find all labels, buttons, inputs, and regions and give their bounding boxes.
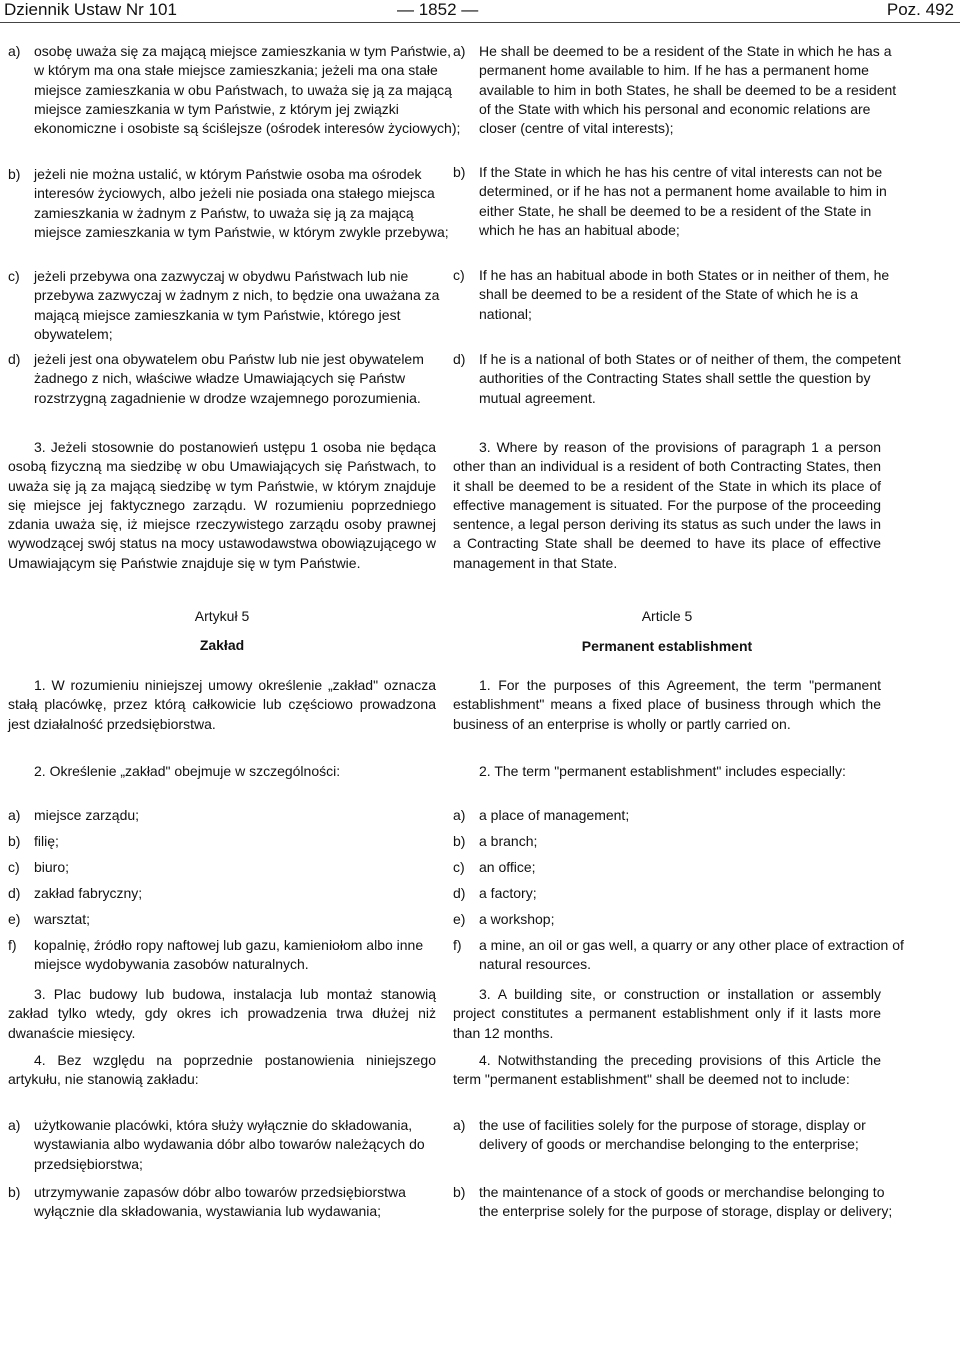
pl-residence-b — [8, 165, 462, 242]
en-list-b-text: a branch; — [479, 833, 538, 849]
pl-list-b-label: b) — [8, 833, 21, 849]
en-exclusion-a-text: the use of facilities solely for the purpose of storage, display or delivery of goods or merchandise belonging to the enterprise; — [479, 1117, 866, 1153]
journal-title: Dziennik Ustaw Nr 101 — [4, 0, 177, 19]
pl-list-d — [8, 884, 462, 903]
en-list-a-label: a) — [453, 807, 466, 823]
en-residence-a-label: a) — [453, 43, 466, 59]
pl-list-f-text: kopalnię, źródło ropy naftowej lub gazu, kamieniołom albo inne miejsce wydobywania zasobów naturalnych. — [34, 937, 424, 973]
pl-residence-a-text: osobę uważa się za mającą miejsce zamieszkania w tym Państwie, w którym ma ona stałe miejsce zamieszkania; jeżeli ma ona stałe miejsce zamieszkania w obu Państwach, to uważa się ją za mającą miejsce zamieszkania w tym Państwie, z którym jej związki ekonomiczne i osobiste są ściślejsze (ośrodek interesów życiowych); — [34, 43, 461, 137]
pl-residence-c — [8, 267, 462, 344]
en-residence-b — [453, 163, 907, 240]
pl-article-number: Artykuł 5 — [194, 608, 250, 624]
pl-exclusion-b-text: utrzymywanie zapasów dóbr albo towarów przedsiębiorstwa wyłącznie dla składowania, wystawiania lub wydawania; — [34, 1184, 406, 1220]
en-list-e — [453, 910, 907, 929]
en-exclusion-b-text: the maintenance of a stock of goods or merchandise belonging to the enterprise solely for the purpose of storage, display or delivery; — [479, 1184, 893, 1220]
pl-residence-c-text: jeżeli przebywa ona zazwyczaj w obydwu Państwach lub nie przebywa zazwyczaj w żadnym z nich, to będzie ona uważana za mającą miejsce zamieszkania w tym Państwie, którego jest obywatelem; — [34, 268, 440, 342]
pl-article-title: Zakład — [199, 637, 245, 653]
pl-article5-p1: 1. W rozumieniu niniejszej umowy określenie „zakład" oznacza stałą placówkę, przez którą całkowicie lub częściowo prowadzona jest działalność przedsiębiorstwa. — [8, 677, 436, 732]
en-list-d — [453, 884, 907, 903]
page-number: — 1852 — — [397, 0, 479, 19]
pl-list-e — [8, 910, 462, 929]
en-article5-p4: 4. Notwithstanding the preceding provisions of this Article the term "permanent establishment" shall be deemed not to include: — [453, 1052, 881, 1088]
en-list-b — [453, 832, 907, 851]
en-residence-b-label: b) — [453, 164, 466, 180]
en-article5-p3: 3. A building site, or construction or installation or assembly project constitutes a permanent establishment only if it lasts more than 12 months. — [453, 986, 881, 1041]
pl-residence-b-text: jeżeli nie można ustalić, w którym Państwie osoba ma ośrodek interesów życiowych, albo jeżeli nie posiada ona stałego miejsca zamieszkania w żadnym z Państw, to uważa się ją za mającą miejsce zamieszkania w tym Państwie, w którym zwykle przebywa; — [34, 166, 449, 240]
pl-residence-c-label: c) — [8, 268, 20, 284]
pl-exclusion-a-label: a) — [8, 1117, 21, 1133]
pl-article5-p2: 2. Określenie „zakład" obejmuje w szczególności: — [34, 763, 341, 779]
en-list-e-text: a workshop; — [479, 911, 555, 927]
pl-residence-a — [8, 42, 462, 138]
pl-list-a — [8, 806, 462, 825]
en-exclusion-a-label: a) — [453, 1117, 466, 1133]
pl-list-c-text: biuro; — [34, 859, 70, 875]
header-rule — [0, 22, 960, 23]
pl-list-a-label: a) — [8, 807, 21, 823]
en-list-c-text: an office; — [479, 859, 536, 875]
en-list-f-text: a mine, an oil or gas well, a quarry or any other place of extraction of natural resources. — [479, 937, 904, 973]
en-residence-a-text: He shall be deemed to be a resident of the State in which he has a permanent home available to him. If he has a permanent home available to him in both States, he shall be deemed to be a resident of the State with which his personal and economic relations are closer (centre of vital interests); — [479, 43, 897, 137]
en-residence-a — [453, 42, 907, 138]
pl-list-f-label: f) — [8, 937, 17, 953]
page-header — [0, 0, 960, 22]
en-list-d-label: d) — [453, 885, 466, 901]
pl-list-d-text: zakład fabryczny; — [34, 885, 143, 901]
en-list-d-text: a factory; — [479, 885, 537, 901]
en-residence-d — [453, 350, 907, 408]
en-article5-p1: 1. For the purposes of this Agreement, the term "permanent establishment" means a fixed place of business through which the business of an enterprise is wholly or partly carried on. — [453, 677, 881, 732]
pl-residence-a-label: a) — [8, 43, 21, 59]
pl-paragraph-3: 3. Jeżeli stosownie do postanowień ustępu 1 osoba nie będąca osobą fizyczną ma siedzibę w obu Umawiających się Państwach, to uważa się ją za mającą siedzibę w tym Państwie, w którym znajduje się miejsce jej faktycznego zarządu. W rozumieniu poprzedniego zdania uważa się, iż miejsce rzeczywistego zarządu osoby prawnej wywodzącej swój status na mocy ustawodawstwa obowiązującego w Umawiającym się Państwie znajduje się w tym Państwie. — [8, 439, 436, 571]
en-residence-d-label: d) — [453, 351, 466, 367]
en-list-a — [453, 806, 907, 825]
pl-residence-d-label: d) — [8, 351, 21, 367]
pl-exclusion-a-text: użytkowanie placówki, która służy wyłącznie do składowania, wystawiania albo wydawania dóbr albo towarów należących do przedsiębiorstwa; — [34, 1117, 425, 1172]
en-residence-c — [453, 266, 907, 324]
en-exclusion-b-label: b) — [453, 1184, 466, 1200]
en-residence-d-text: If he is a national of both States or of neither of them, the competent authorities of the Contracting States shall settle the question by mutual agreement. — [479, 351, 901, 406]
pl-exclusion-a — [8, 1116, 462, 1174]
pl-list-a-text: miejsce zarządu; — [34, 807, 140, 823]
pl-list-c — [8, 858, 462, 877]
en-list-f-label: f) — [453, 937, 462, 953]
pl-article5-p3: 3. Plac budowy lub budowa, instalacja lub montaż stanowią zakład tylko wtedy, gdy okres ich prowadzenia trwa dłużej niż dwanaście miesięcy. — [8, 986, 436, 1041]
en-list-f — [453, 936, 907, 975]
en-list-a-text: a place of management; — [479, 807, 630, 823]
pl-residence-d — [8, 350, 462, 408]
pl-list-f — [8, 936, 462, 975]
pl-exclusion-b-label: b) — [8, 1184, 21, 1200]
en-paragraph-3: 3. Where by reason of the provisions of paragraph 1 a person other than an individual is a resident of both Contracting States, then it shall be deemed to be a resident of the State in which its place of effective management is situated. For the purpose of the proceeding sentence, a legal person deriving its status as such under the laws in a Contracting State shall be deemed to have its place of effective management in that State. — [453, 439, 881, 571]
en-list-b-label: b) — [453, 833, 466, 849]
en-list-c — [453, 858, 907, 877]
pl-article5-p4: 4. Bez względu na poprzednie postanowienia niniejszego artykułu, nie stanowią zakładu: — [8, 1052, 436, 1088]
en-article-number: Article 5 — [641, 608, 693, 624]
pl-residence-d-text: jeżeli jest ona obywatelem obu Państw lub nie jest obywatelem żadnego z nich, właściwe władze Umawiających się Państw rozstrzygną zagadnienie w drodze wzajemnego porozumienia. — [34, 351, 424, 406]
en-exclusion-a — [453, 1116, 907, 1155]
en-residence-c-label: c) — [453, 267, 465, 283]
en-article-title: Permanent establishment — [581, 638, 753, 654]
pl-list-e-label: e) — [8, 911, 21, 927]
pl-exclusion-b — [8, 1183, 462, 1222]
pl-list-c-label: c) — [8, 859, 20, 875]
pl-residence-b-label: b) — [8, 166, 21, 182]
pl-list-d-label: d) — [8, 885, 21, 901]
en-list-e-label: e) — [453, 911, 466, 927]
pl-list-e-text: warsztat; — [34, 911, 91, 927]
en-exclusion-b — [453, 1183, 907, 1222]
pl-list-b — [8, 832, 462, 851]
en-residence-b-text: If the State in which he has his centre of vital interests can not be determined, or if he has not a permanent home available to him in either State, he shall be deemed to be a resident of the State in which he has an habitual abode; — [479, 164, 887, 238]
en-article5-p2: 2. The term "permanent establishment" includes especially: — [479, 763, 846, 779]
pl-list-b-text: filię; — [34, 833, 59, 849]
en-list-c-label: c) — [453, 859, 465, 875]
en-residence-c-text: If he has an habitual abode in both States or in neither of them, he shall be deemed to be a resident of the State of which he is a national; — [479, 267, 890, 322]
position-number: Poz. 492 — [886, 0, 954, 19]
